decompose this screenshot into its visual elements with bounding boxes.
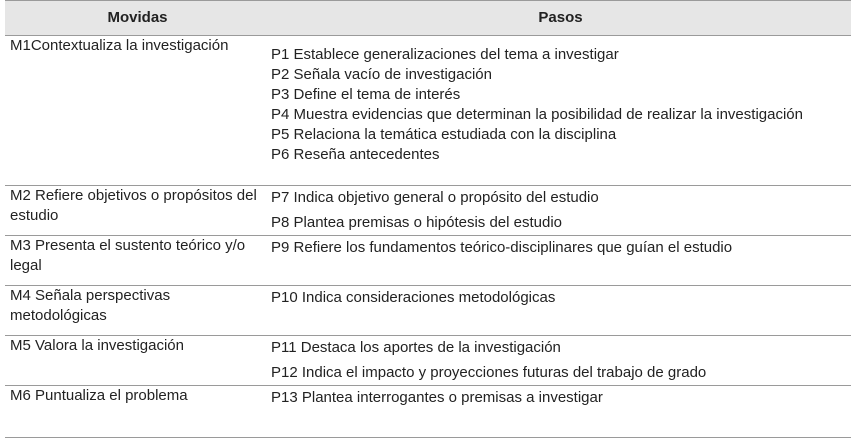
- paso-item: P8 Plantea premisas o hipótesis del estudio: [271, 214, 563, 231]
- table-row: [5, 286, 851, 336]
- paso-item: P7 Indica objetivo general o propósito del estudio: [271, 189, 599, 206]
- table-row: [5, 36, 851, 186]
- paso-item: P10 Indica consideraciones metodológicas: [271, 289, 556, 306]
- paso-item: P13 Plantea interrogantes o premisas a investigar: [271, 389, 603, 406]
- paso-item: P11 Destaca los aportes de la investigación: [271, 339, 561, 356]
- header-movidas: Movidas: [107, 9, 168, 26]
- movida-cell: M3 Presenta el sustento teórico y/o legal: [10, 237, 246, 274]
- pasos-cell: [271, 188, 851, 233]
- paso-item: P3 Define el tema de interés: [271, 86, 461, 103]
- movida-cell: M1Contextualiza la investigación: [10, 37, 229, 54]
- pasos-cell: [271, 238, 851, 258]
- paso-item: P2 Señala vacío de investigación: [271, 66, 492, 83]
- paso-item: P5 Relaciona la temática estudiada con la disciplina: [271, 126, 617, 143]
- pasos-cell: [271, 338, 851, 383]
- movida-cell: M4 Señala perspectivas metodológicas: [10, 287, 171, 324]
- table-row: [5, 336, 851, 386]
- paso-item: P12 Indica el impacto y proyecciones futuras del trabajo de grado: [271, 364, 707, 381]
- paso-item: P4 Muestra evidencias que determinan la posibilidad de realizar la investigación: [271, 106, 803, 123]
- moves-steps-table: [5, 0, 851, 438]
- movida-cell: M5 Valora la investigación: [10, 337, 184, 354]
- pasos-cell: [271, 288, 851, 308]
- movida-cell: M6 Puntualiza el problema: [10, 387, 188, 404]
- pasos-cell: [271, 388, 851, 408]
- pasos-cell: [271, 45, 851, 165]
- table-row: [5, 186, 851, 236]
- paso-item: P9 Refiere los fundamentos teórico-disciplinares que guían el estudio: [271, 239, 733, 256]
- table-row: [5, 386, 851, 438]
- header-pasos: Pasos: [538, 9, 583, 26]
- table-header: [5, 0, 851, 36]
- paso-item: P6 Reseña antecedentes: [271, 146, 440, 163]
- table-row: [5, 236, 851, 286]
- paso-item: P1 Establece generalizaciones del tema a investigar: [271, 46, 619, 63]
- movida-cell: M2 Refiere objetivos o propósitos del estudio: [10, 187, 257, 224]
